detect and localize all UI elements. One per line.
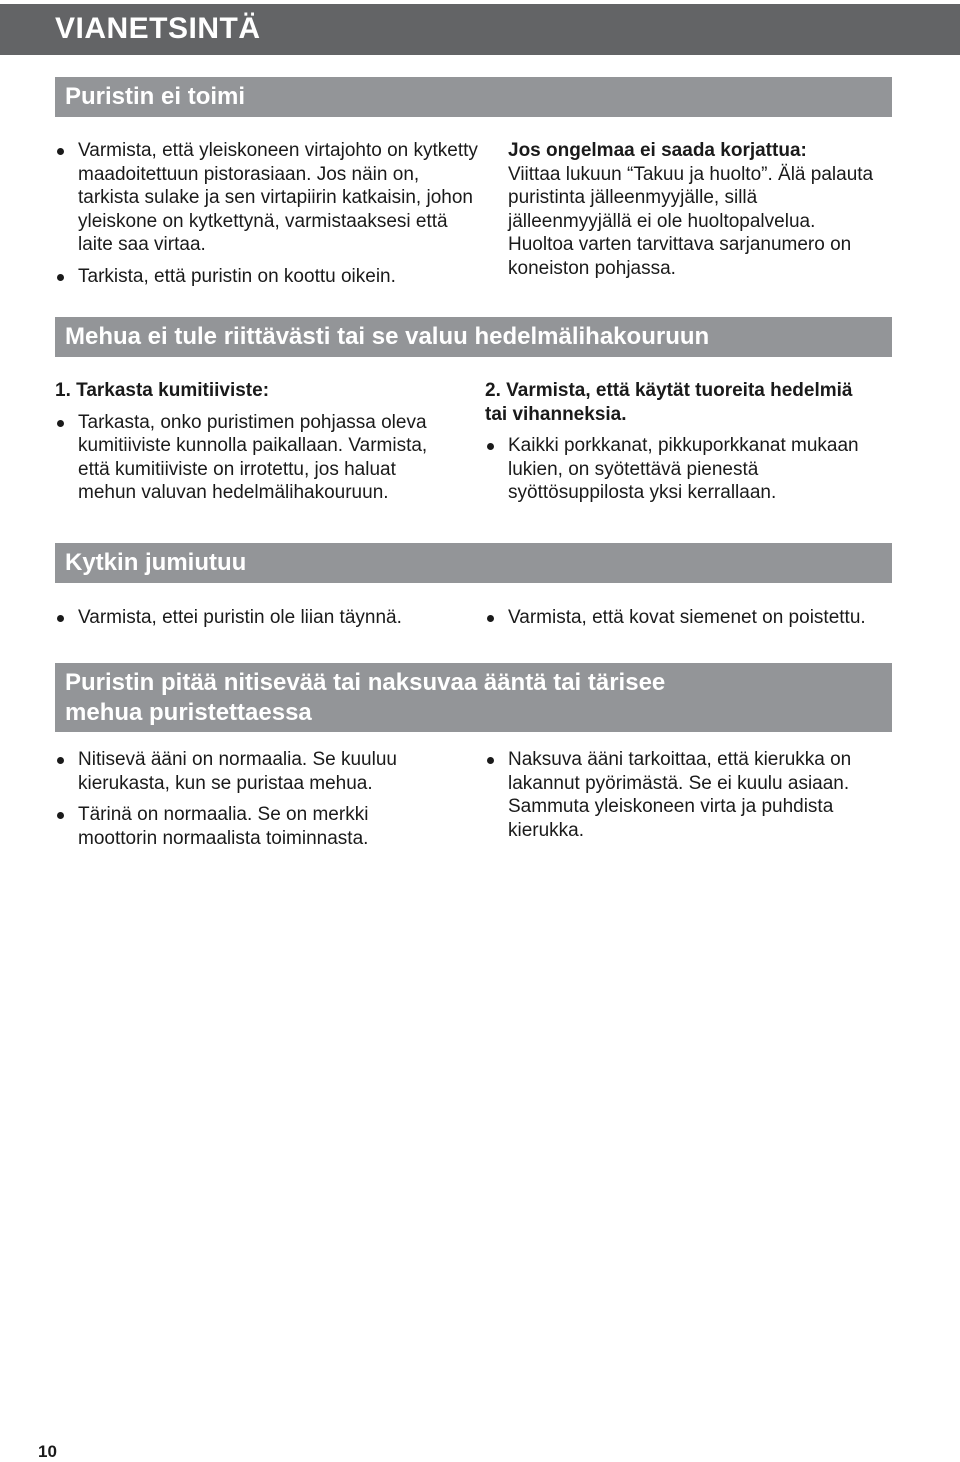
- section-header-label: Puristin pitää nitisevää tai naksuvaa ääntä tai tärisee mehua puristettaessa: [65, 669, 666, 726]
- bullet-icon: [487, 443, 494, 450]
- list-item: Tarkasta, onko puristimen pohjassa oleva kumitiiviste kunnolla paikallaan. Varmista, että kumitiiviste on irrotettu, jos haluat mehun valuvan hedelmälihakouruun.: [55, 411, 455, 505]
- section2-left-column: [55, 379, 455, 505]
- bullet-icon: [487, 757, 494, 764]
- bullet-list: [55, 748, 435, 850]
- section3-right-column: [485, 606, 895, 630]
- page-number: 10: [38, 1442, 57, 1461]
- bullet-list: [485, 606, 895, 630]
- right-text: Viittaa lukuun “Takuu ja huolto”. Älä palauta puristinta jälleenmyyjälle, sillä jälleenmyyjällä ei ole huoltopalvelua. Huoltoa varten tarvittava sarjanumero on koneiston pohjassa.: [508, 163, 874, 279]
- step-heading: 2. Varmista, että käytät tuoreita hedelmiä tai vihanneksia.: [485, 380, 853, 425]
- section-header-label: Puristin ei toimi: [65, 83, 246, 110]
- list-item: Nitisevä ääni on normaalia. Se kuuluu kierukasta, kun se puristaa mehua.: [55, 748, 435, 795]
- list-item: Varmista, ettei puristin ole liian täynnä.: [55, 606, 465, 630]
- section4-left-column: [55, 748, 435, 850]
- list-item: Naksuva ääni tarkoittaa, että kierukka on lakannut pyörimästä. Se ei kuulu asiaan. Sammuta yleiskoneen virta ja puhdista kierukka.: [485, 748, 870, 842]
- bullet-icon: [57, 757, 64, 764]
- section-header-label: Kytkin jumiutuu: [65, 549, 247, 576]
- section2-right-column: [485, 379, 875, 505]
- list-item: Varmista, että yleiskoneen virtajohto on kytketty maadoitettuun pistorasiaan. Jos näin on, tarkista sulake ja sen virtapiirin katkaisin, johon yleiskone on kytkettynä, varmistaaksesi että laite saa virtaa.: [55, 139, 478, 257]
- bullet-icon: [57, 148, 64, 155]
- section-header-puristin-ei-toimi: [55, 77, 892, 117]
- bullet-list: [485, 748, 870, 842]
- list-item: Tarkista, että puristin on koottu oikein.: [55, 265, 475, 289]
- bullet-list: [485, 434, 875, 505]
- section1-left-column: [55, 139, 478, 288]
- section-header-label: Mehua ei tule riittävästi tai se valuu hedelmälihakouruun: [65, 323, 710, 350]
- section4-right-column: [485, 748, 870, 842]
- section1-right-column: [508, 139, 883, 280]
- bullet-icon: [57, 615, 64, 622]
- list-item: Tärinä on normaalia. Se on merkki moottorin normaalista toiminnasta.: [55, 803, 435, 850]
- right-heading: Jos ongelmaa ei saada korjattua:: [508, 140, 807, 161]
- bullet-icon: [487, 615, 494, 622]
- list-item: Varmista, että kovat siemenet on poistettu.: [485, 606, 895, 630]
- section-header-kytkin-jumiutuu: [55, 543, 892, 583]
- section3-left-column: [55, 606, 465, 630]
- section-header-mehua-ei-tule: [55, 317, 892, 357]
- bullet-icon: [57, 274, 64, 281]
- bullet-icon: [57, 420, 64, 427]
- step-heading: 1. Tarkasta kumitiiviste:: [55, 380, 270, 401]
- title-bar: [0, 4, 960, 55]
- page-title: VIANETSINTÄ: [55, 12, 261, 45]
- bullet-list: [55, 606, 465, 630]
- list-item: Kaikki porkkanat, pikkuporkkanat mukaan lukien, on syötettävä pienestä syöttösuppilosta yksi kerrallaan.: [485, 434, 875, 505]
- section-header-puristin-pitaa-aanta: [55, 663, 892, 732]
- bullet-list: [55, 139, 478, 288]
- bullet-icon: [57, 812, 64, 819]
- bullet-list: [55, 411, 455, 505]
